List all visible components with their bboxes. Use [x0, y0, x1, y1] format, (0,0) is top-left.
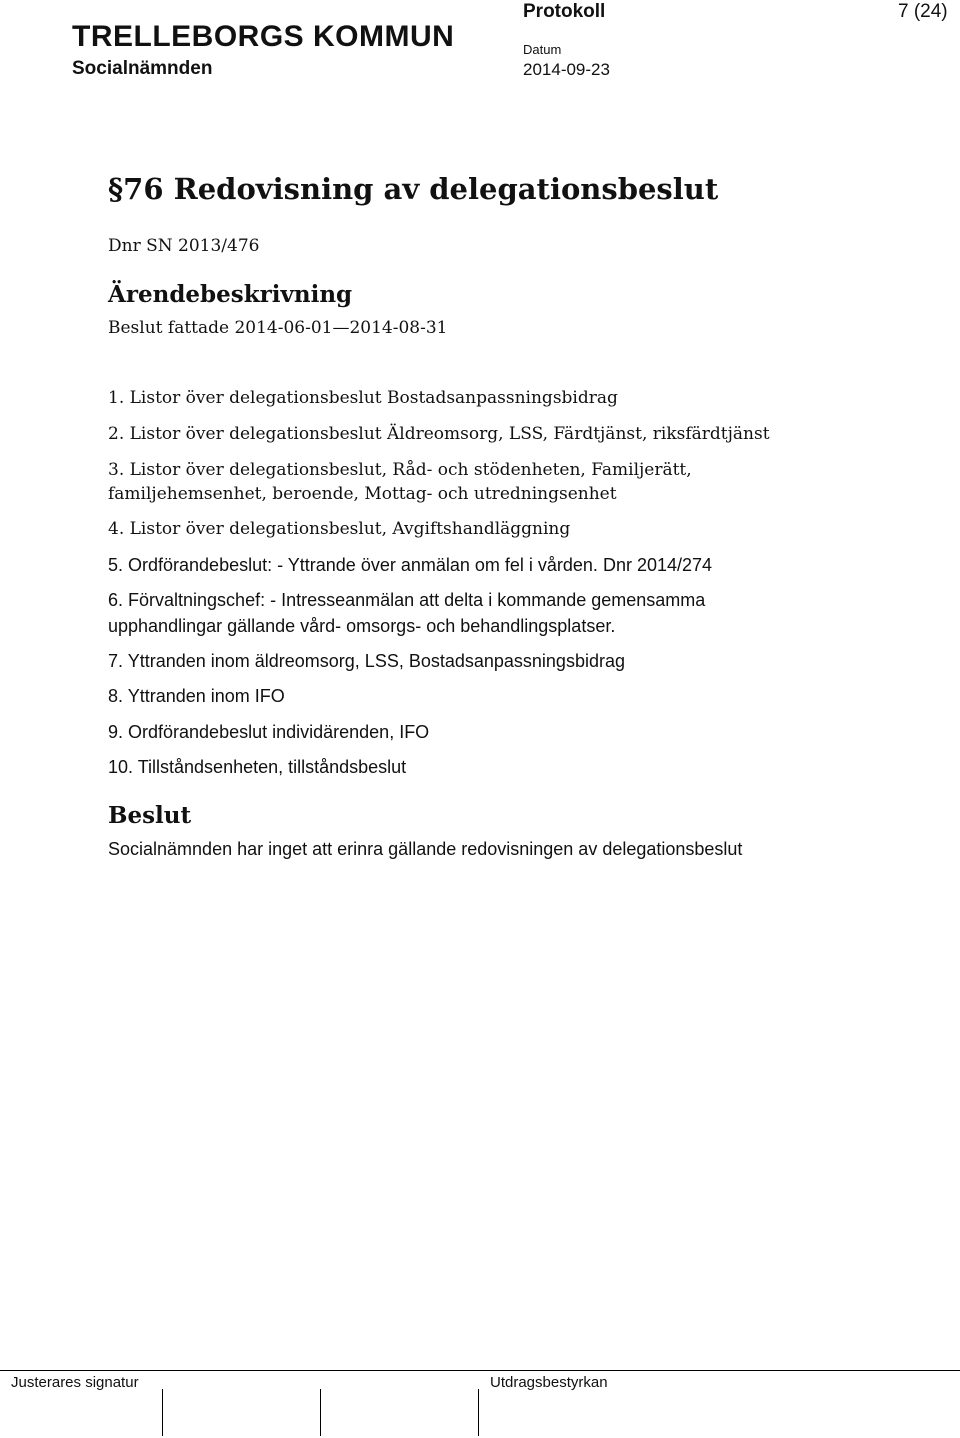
- signature-label: Justerares signatur: [11, 1374, 139, 1391]
- footer-divider: [0, 1370, 960, 1371]
- heading-case-description: Ärendebeskrivning: [108, 281, 353, 308]
- list-item: 5. Ordförandebeslut: - Yttrande över anmälan om fel i vården. Dnr 2014/274: [108, 555, 713, 575]
- heading-decision: Beslut: [108, 802, 192, 829]
- list-item: 6. Förvaltningschef: - Intresseanmälan att delta i kommande gemensamma: [108, 590, 706, 610]
- case-number: Dnr SN 2013/476: [108, 236, 260, 256]
- list-item: familjehemsenhet, beroende, Mottag- och utredningsenhet: [108, 484, 617, 504]
- decision-text: Socialnämnden har inget att erinra gällande redovisningen av delegationsbeslut: [108, 839, 743, 859]
- list-item: 1. Listor över delegationsbeslut Bostadsanpassningsbidrag: [108, 388, 618, 408]
- signature-box-divider: [162, 1389, 163, 1436]
- signature-box-divider: [478, 1389, 479, 1436]
- list-item: 7. Yttranden inom äldreomsorg, LSS, Bostadsanpassningsbidrag: [108, 651, 625, 671]
- decision-period: Beslut fattade 2014-06-01—2014-08-31: [108, 318, 448, 338]
- signature-box-divider: [320, 1389, 321, 1436]
- list-item: upphandlingar gällande vård- omsorgs- och behandlingsplatser.: [108, 616, 616, 636]
- document-type: Protokoll: [523, 1, 606, 22]
- department-name: Socialnämnden: [72, 58, 213, 79]
- section-title: §76 Redovisning av delegationsbeslut: [108, 172, 719, 206]
- certification-label: Utdragsbestyrkan: [490, 1374, 608, 1391]
- list-item: 2. Listor över delegationsbeslut Äldreomsorg, LSS, Färdtjänst, riksfärdtjänst: [108, 424, 770, 444]
- date-label: Datum: [523, 42, 562, 57]
- organization-name: TRELLEBORGS KOMMUN: [72, 20, 455, 53]
- list-item: 9. Ordförandebeslut individärenden, IFO: [108, 722, 430, 742]
- page-number: 7 (24): [898, 1, 948, 22]
- list-item: 4. Listor över delegationsbeslut, Avgiftshandläggning: [108, 519, 571, 539]
- date-value: 2014-09-23: [523, 60, 610, 79]
- list-item: 3. Listor över delegationsbeslut, Råd- och stödenheten, Familjerätt,: [108, 460, 692, 480]
- list-item: 8. Yttranden inom IFO: [108, 686, 285, 706]
- list-item: 10. Tillståndsenheten, tillståndsbeslut: [108, 757, 407, 777]
